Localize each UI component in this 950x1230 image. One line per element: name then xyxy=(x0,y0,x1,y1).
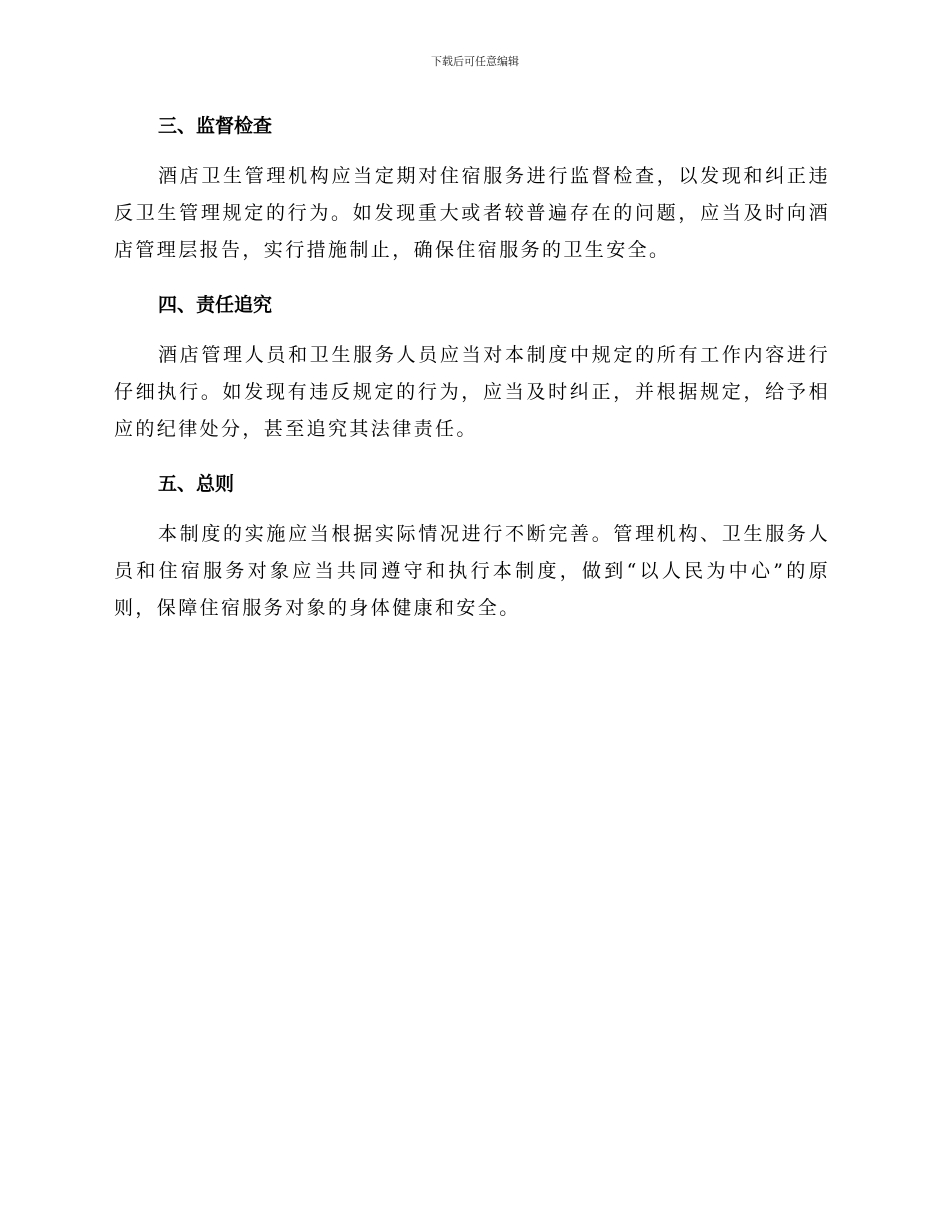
section-paragraph-accountability: 酒店管理人员和卫生服务人员应当对本制度中规定的所有工作内容进行仔细执行。如发现有违反规定的行为，应当及时纠正，并根据规定，给予相应的纪律处分，甚至追究其法律责任。 xyxy=(114,344,830,440)
section-title-supervision: 三、监督检查 xyxy=(158,115,273,137)
document-body xyxy=(114,110,830,647)
section-title-general-provisions: 五、总则 xyxy=(158,473,235,495)
section-paragraph-supervision: 酒店卫生管理机构应当定期对住宿服务进行监督检查，以发现和纠正违反卫生管理规定的行为。如发现重大或者较普遍存在的问题，应当及时向酒店管理层报告，实行措施制止，确保住宿服务的卫生安全。 xyxy=(114,165,830,261)
section-paragraph-general-provisions: 本制度的实施应当根据实际情况进行不断完善。管理机构、卫生服务人员和住宿服务对象应当共同遵守和执行本制度，做到“以人民为中心”的原则，保障住宿服务对象的身体健康和安全。 xyxy=(114,523,830,619)
section-supervision xyxy=(114,110,830,269)
page-header-note: 下载后可任意编辑 xyxy=(431,55,519,68)
section-general-provisions xyxy=(114,468,830,627)
section-title-accountability: 四、责任追究 xyxy=(158,294,273,316)
section-accountability xyxy=(114,289,830,448)
